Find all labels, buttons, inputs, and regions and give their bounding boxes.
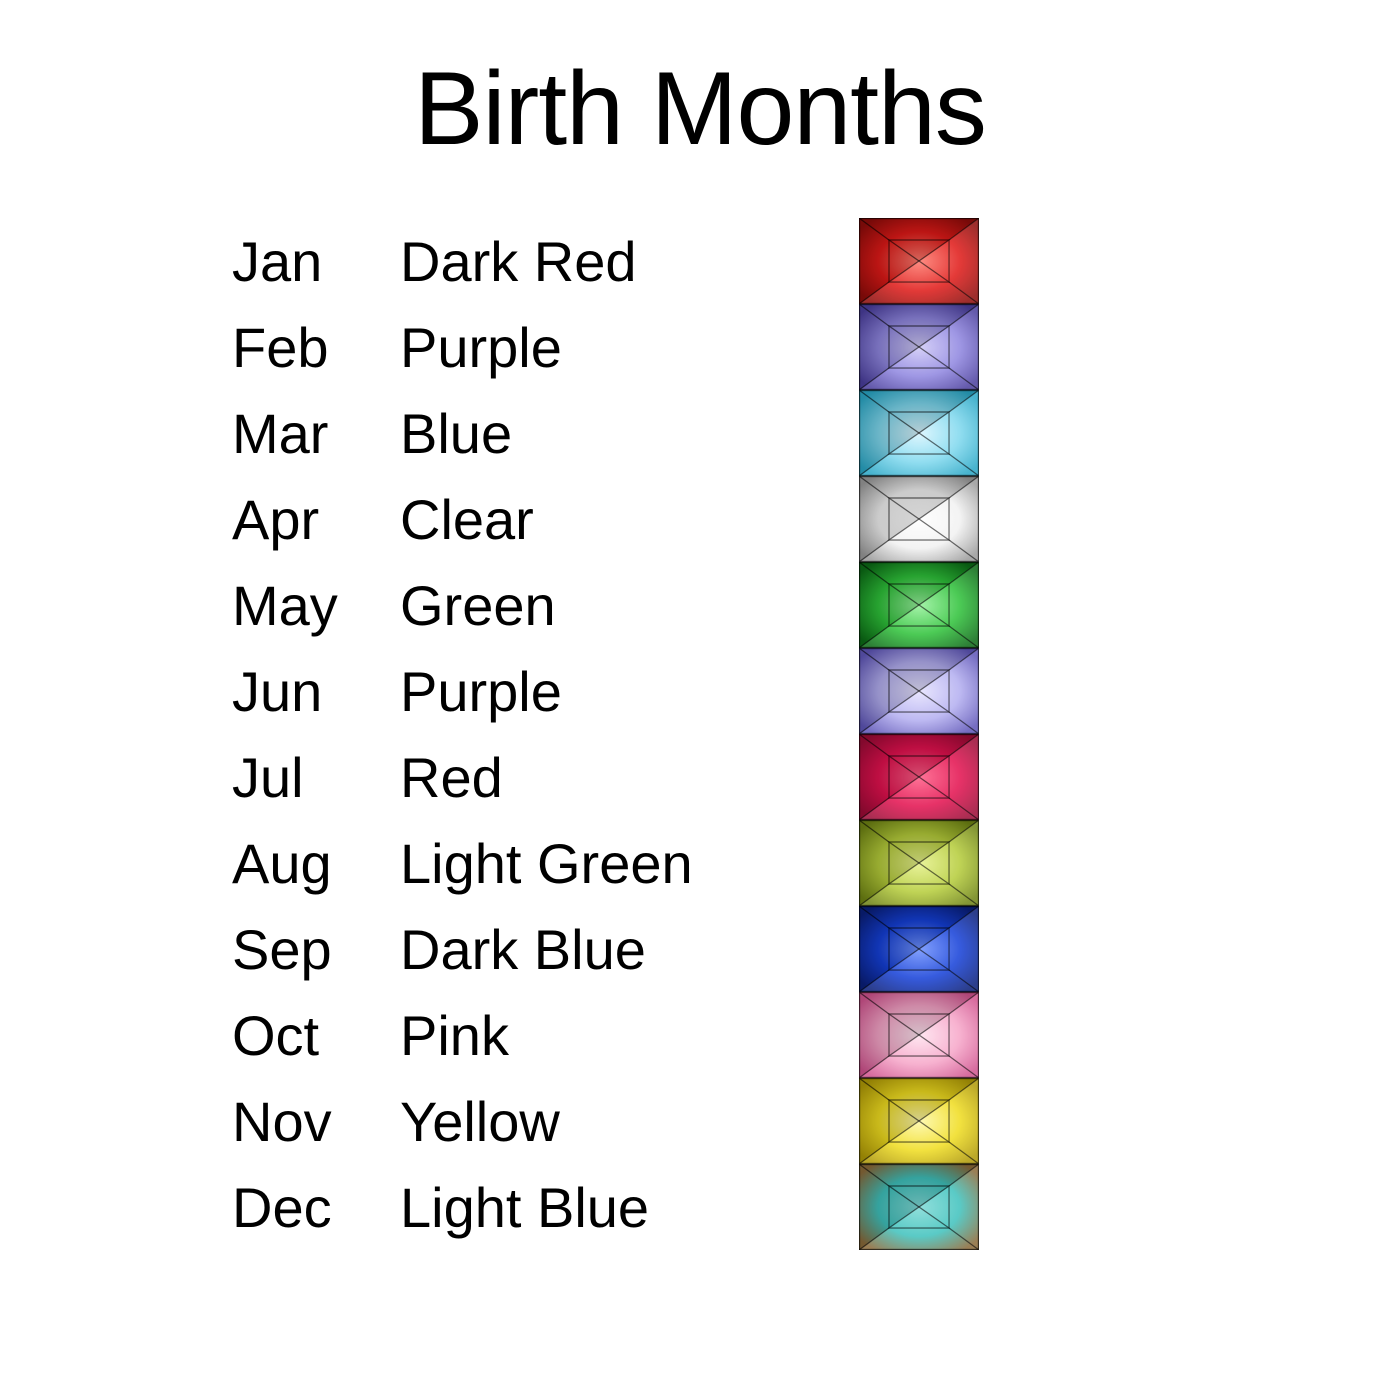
gemstone-green-icon [859, 562, 979, 648]
gemstone-yellow-icon [859, 1078, 979, 1164]
gem-swatch-cell [850, 1164, 1110, 1250]
gem-swatch-cell [850, 1078, 1110, 1164]
gemstone-purple-icon [859, 304, 979, 390]
table-row [0, 648, 1400, 734]
gemstone-dark-red-icon [859, 218, 979, 304]
table-row [0, 820, 1400, 906]
color-label: Dark Red [400, 229, 637, 293]
gem-swatch-cell [850, 734, 1110, 820]
month-label: Aug [232, 831, 332, 895]
table-row [0, 390, 1400, 476]
month-label: Oct [232, 1003, 320, 1067]
gemstone-clear-icon [859, 476, 979, 562]
month-label: May [232, 573, 338, 637]
month-label: Nov [232, 1089, 332, 1153]
gemstone-red-icon [859, 734, 979, 820]
color-label: Purple [400, 315, 562, 379]
month-label: Feb [232, 315, 329, 379]
gem-swatch-cell [850, 906, 1110, 992]
color-label: Dark Blue [400, 917, 646, 981]
table-row [0, 218, 1400, 304]
table-row [0, 1078, 1400, 1164]
gemstone-light-purple-icon [859, 648, 979, 734]
color-label: Red [400, 745, 503, 809]
color-label: Light Green [400, 831, 693, 895]
color-label: Light Blue [400, 1175, 650, 1239]
table-row [0, 304, 1400, 390]
table-row [0, 992, 1400, 1078]
month-label: Jan [232, 229, 323, 293]
color-label: Green [400, 573, 556, 637]
gem-swatch-cell [850, 992, 1110, 1078]
gem-swatch-cell [850, 476, 1110, 562]
table-row [0, 906, 1400, 992]
gemstone-blue-icon [859, 390, 979, 476]
gemstone-dark-blue-icon [859, 906, 979, 992]
gem-swatch-cell [850, 218, 1110, 304]
gemstone-light-green-icon [859, 820, 979, 906]
gemstone-pink-icon [859, 992, 979, 1078]
table-row [0, 734, 1400, 820]
gem-swatch-cell [850, 390, 1110, 476]
table-row [0, 476, 1400, 562]
month-label: Dec [232, 1175, 332, 1239]
color-label: Blue [400, 401, 513, 465]
month-label: Sep [232, 917, 332, 981]
birth-months-table [0, 218, 1400, 1250]
month-label: Apr [232, 487, 320, 551]
table-row [0, 562, 1400, 648]
month-label: Jun [232, 659, 323, 723]
gem-swatch-cell [850, 820, 1110, 906]
page-title: Birth Months [414, 51, 986, 167]
month-label: Jul [232, 745, 304, 809]
gem-swatch-cell [850, 304, 1110, 390]
color-label: Clear [400, 487, 534, 551]
gem-swatch-cell [850, 562, 1110, 648]
color-label: Yellow [400, 1089, 560, 1153]
gem-swatch-cell [850, 648, 1110, 734]
month-label: Mar [232, 401, 329, 465]
color-label: Purple [400, 659, 562, 723]
table-row [0, 1164, 1400, 1250]
color-label: Pink [400, 1003, 509, 1067]
gemstone-turquoise-icon [859, 1164, 979, 1250]
